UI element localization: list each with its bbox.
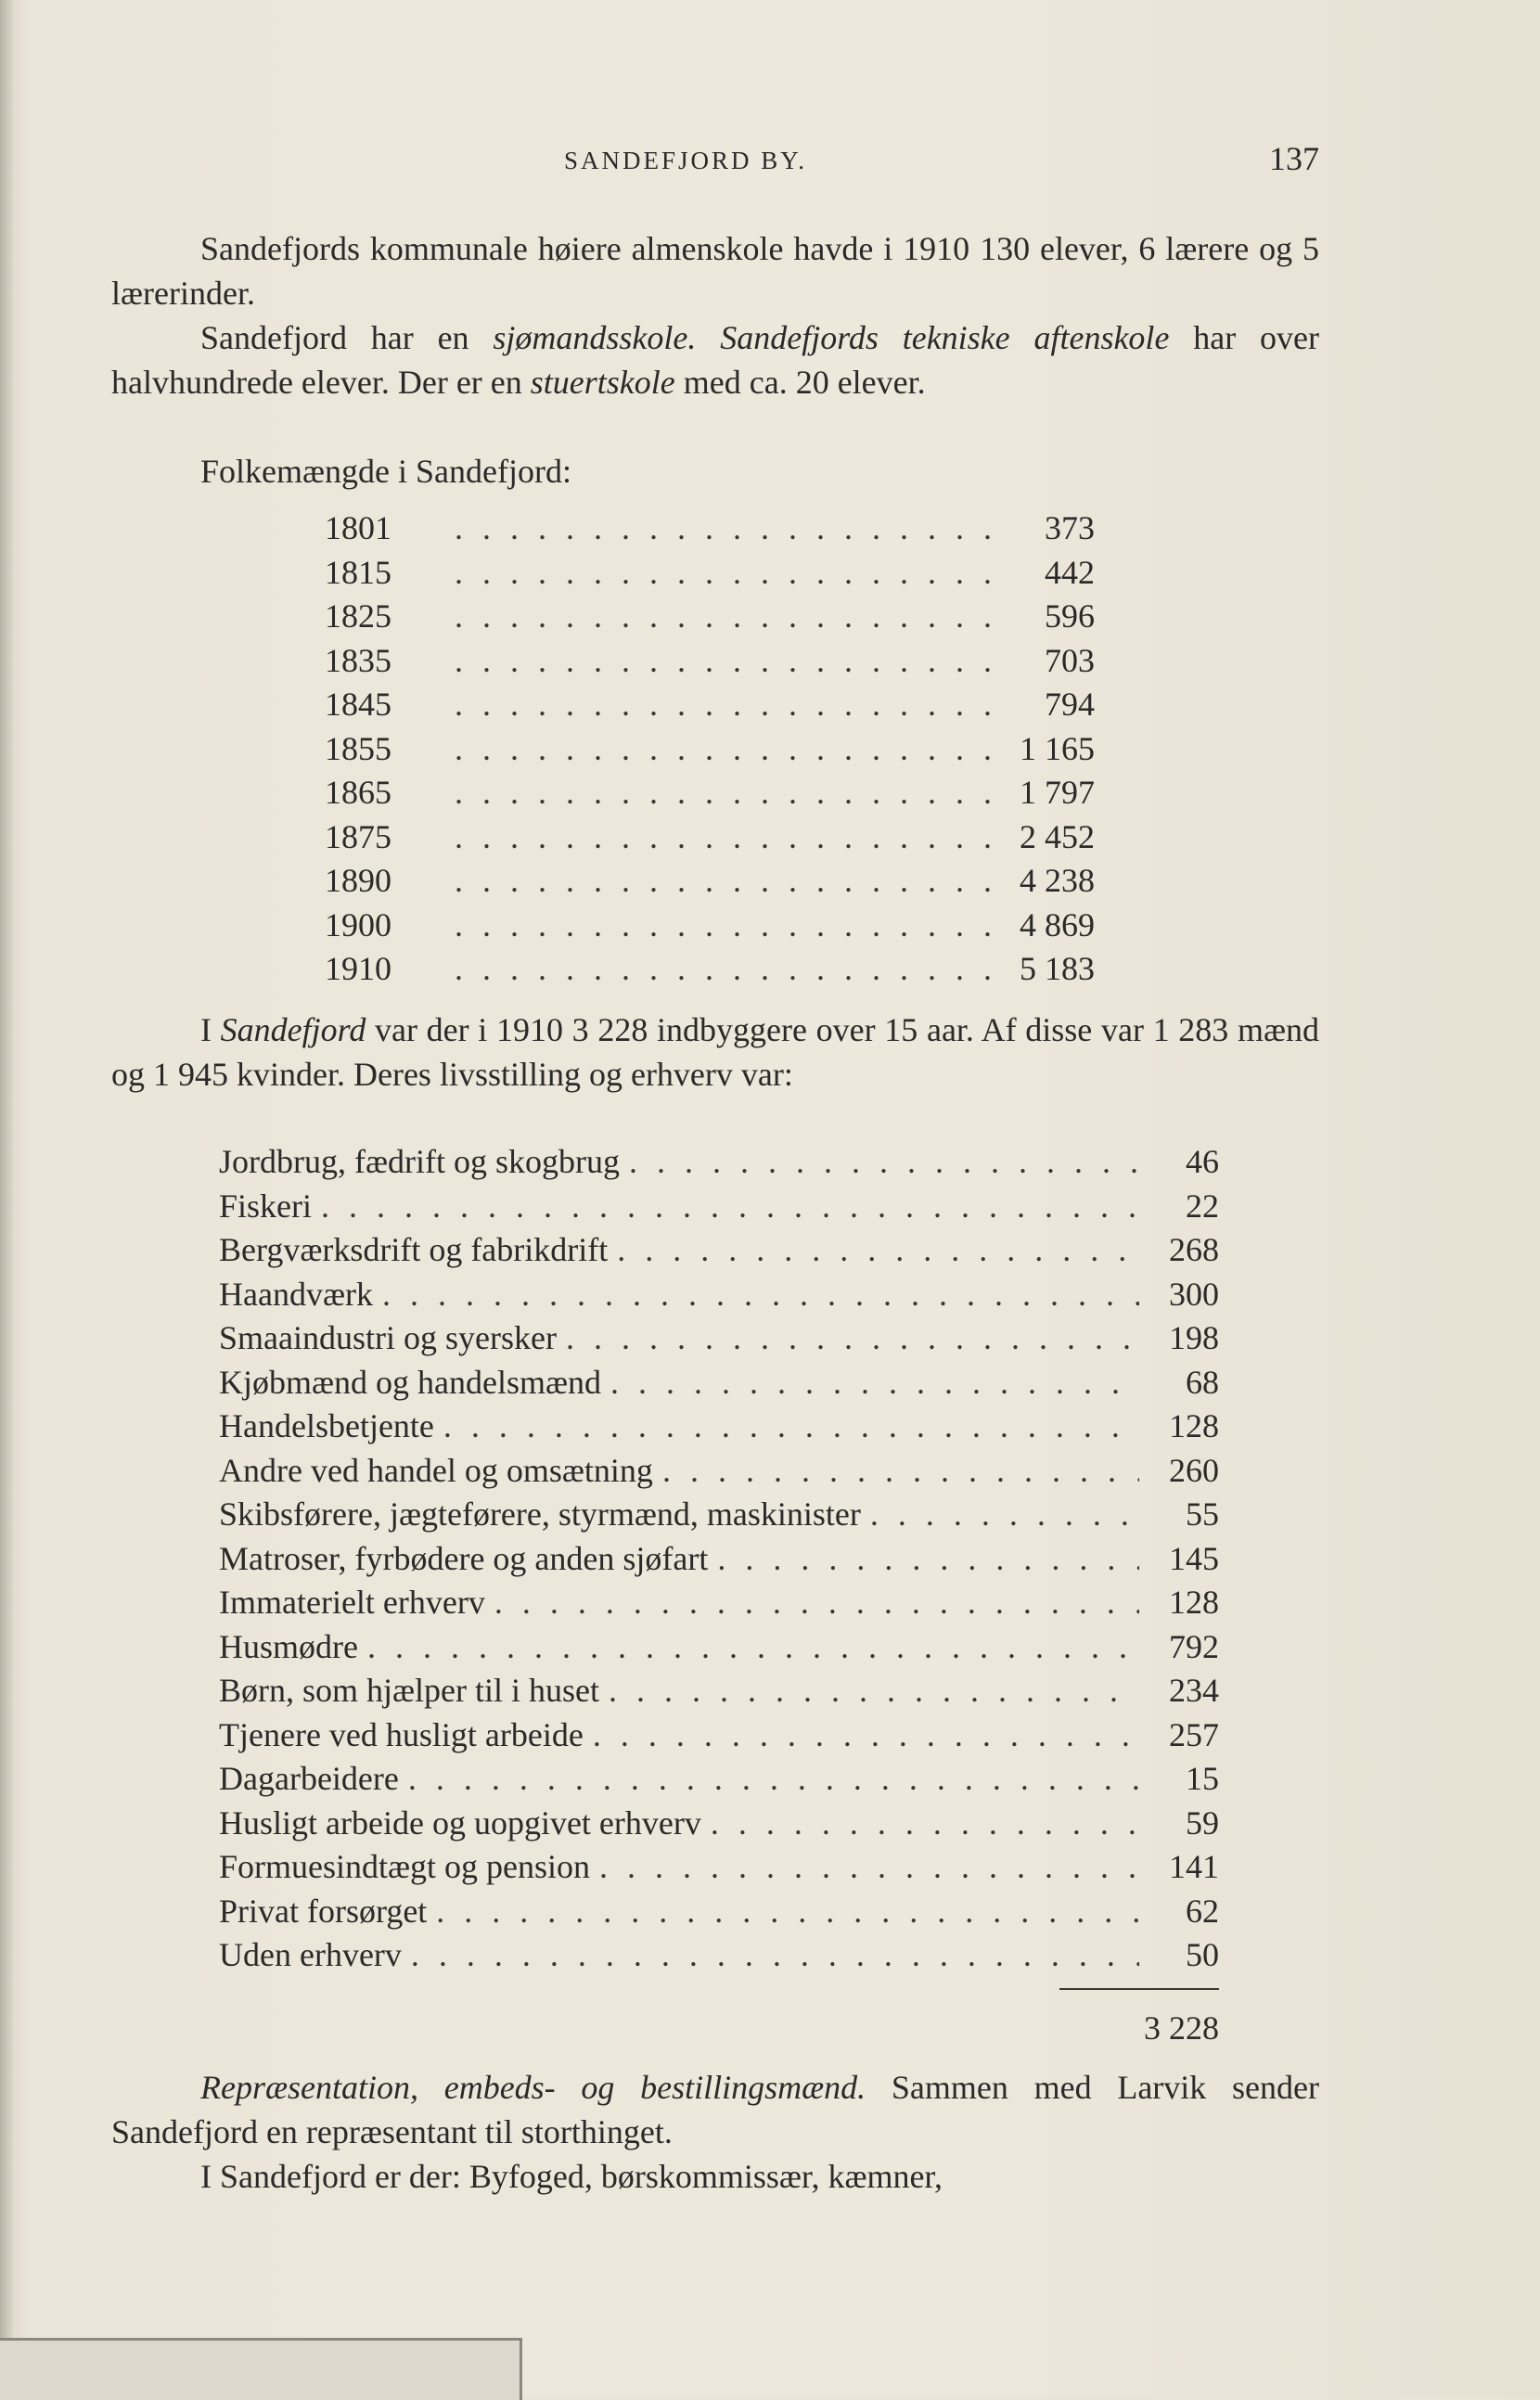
sum-total: 3 228 xyxy=(1144,2009,1219,2047)
population-count: 1 797 xyxy=(1020,774,1095,811)
population-year: 1910 xyxy=(325,950,391,987)
leader-dots xyxy=(599,1845,1139,1890)
population-row xyxy=(325,904,1095,948)
population-year: 1900 xyxy=(325,905,391,943)
occupation-label: Matroser, fyrbødere og anden sjøfart xyxy=(219,1539,709,1577)
leader-dots xyxy=(566,1316,1139,1361)
population-year: 1845 xyxy=(325,686,391,723)
leader-dots xyxy=(455,771,993,815)
population-year: 1801 xyxy=(325,509,391,546)
scan-bottom-edge xyxy=(0,2338,522,2400)
text: Sammen med Larvik sender Sandefjord en repræsentant til storthinget. xyxy=(111,2069,1319,2150)
running-head: SANDEFJORD BY. xyxy=(564,147,808,174)
population-row xyxy=(325,507,1095,551)
population-row xyxy=(325,683,1095,727)
population-row xyxy=(325,595,1095,639)
occupation-row xyxy=(219,1185,1219,1229)
text-italic: Sandefjord xyxy=(220,1011,366,1048)
occupation-label: Bergværksdrift og fabrikdrift xyxy=(219,1231,609,1268)
leader-dots xyxy=(367,1625,1139,1670)
occupation-label: Skibsførere, jægteførere, styrmænd, maskinister xyxy=(219,1495,861,1533)
occupation-count: 128 xyxy=(1169,1407,1219,1444)
leader-dots xyxy=(662,1449,1139,1494)
occupation-count: 46 xyxy=(1186,1143,1219,1180)
occupation-row xyxy=(219,1757,1219,1802)
leader-dots xyxy=(609,1669,1139,1713)
occupation-row xyxy=(219,1316,1219,1361)
leader-dots xyxy=(455,727,993,772)
occupation-count: 15 xyxy=(1186,1760,1219,1797)
population-count: 4 869 xyxy=(1020,905,1095,943)
occupation-label: Børn, som hjælper til i huset xyxy=(219,1672,599,1709)
occupation-row xyxy=(219,1140,1219,1185)
leader-dots xyxy=(629,1140,1139,1185)
paragraph-officials: I Sandefjord er der: Byfoged, børskommissær, kæmner, xyxy=(200,2158,943,2195)
leader-dots xyxy=(455,815,993,860)
population-year: 1875 xyxy=(325,817,391,855)
leader-dots xyxy=(455,859,993,904)
occupation-row xyxy=(219,1933,1219,1978)
occupation-row xyxy=(219,1845,1219,1890)
text: har over halvhundrede elever. Der er en xyxy=(111,319,1320,401)
occupation-count: 268 xyxy=(1169,1231,1219,1268)
population-count: 1 165 xyxy=(1020,729,1095,767)
occupation-row xyxy=(219,1493,1219,1537)
occupation-label: Formuesindtægt og pension xyxy=(219,1848,591,1885)
population-count: 703 xyxy=(1045,641,1095,679)
occupation-count: 22 xyxy=(1186,1187,1219,1225)
occupation-row xyxy=(219,1273,1219,1317)
population-year: 1835 xyxy=(325,641,391,679)
leader-dots xyxy=(610,1361,1139,1405)
population-table xyxy=(325,507,1095,992)
population-row xyxy=(325,727,1095,772)
occupation-count: 300 xyxy=(1169,1275,1219,1313)
population-count: 4 238 xyxy=(1020,862,1095,899)
occupation-count: 141 xyxy=(1169,1848,1219,1885)
leader-dots xyxy=(717,1537,1139,1582)
text-italic: sjømandsskole. xyxy=(493,319,697,356)
occupation-count: 198 xyxy=(1169,1319,1219,1356)
occupation-label: Handelsbetjente xyxy=(219,1407,434,1444)
text: I xyxy=(200,1011,221,1048)
scan-left-edge xyxy=(0,0,13,2397)
text: var der i 1910 3 228 indbyggere over 15 aar. Af disse var 1 283 mænd og 1 945 kvinder. Deres livsstilling og erhverv var: xyxy=(111,1011,1319,1093)
page-header xyxy=(111,139,1319,186)
occupation-label: Haandværk xyxy=(219,1275,373,1313)
occupation-row xyxy=(219,1802,1219,1846)
leader-dots xyxy=(593,1713,1139,1758)
leader-dots xyxy=(455,683,993,727)
population-count: 794 xyxy=(1045,686,1095,723)
occupation-count: 68 xyxy=(1186,1363,1219,1401)
occupation-label: Jordbrug, fædrift og skogbrug xyxy=(219,1143,620,1180)
leader-dots xyxy=(443,1405,1139,1449)
occupation-row xyxy=(219,1228,1219,1273)
population-year: 1825 xyxy=(325,597,391,635)
population-year: 1890 xyxy=(325,862,391,899)
page-number: 137 xyxy=(1269,140,1319,177)
population-count: 373 xyxy=(1045,509,1095,546)
occupation-label: Immaterielt erhverv xyxy=(219,1584,485,1621)
leader-dots xyxy=(617,1228,1139,1273)
occupation-label: Uden erhverv xyxy=(219,1936,402,1973)
leader-dots xyxy=(321,1185,1139,1229)
occupation-row xyxy=(219,1625,1219,1670)
population-year: 1855 xyxy=(325,729,391,767)
leader-dots xyxy=(455,904,993,948)
occupation-row xyxy=(219,1405,1219,1449)
occupation-label: Andre ved handel og omsætning xyxy=(219,1451,653,1489)
leader-dots xyxy=(455,595,993,639)
population-count: 2 452 xyxy=(1020,817,1095,855)
occupation-table xyxy=(219,1140,1219,1978)
population-row xyxy=(325,639,1095,684)
leader-dots xyxy=(382,1273,1139,1317)
population-count: 5 183 xyxy=(1020,950,1095,987)
occupation-count: 145 xyxy=(1169,1539,1219,1577)
leader-dots xyxy=(870,1493,1139,1537)
occupation-row xyxy=(219,1890,1219,1934)
occupation-count: 59 xyxy=(1186,1803,1219,1842)
leader-dots xyxy=(411,1933,1139,1978)
population-row xyxy=(325,859,1095,904)
leader-dots xyxy=(408,1757,1139,1802)
occupation-row xyxy=(219,1713,1219,1758)
population-row xyxy=(325,947,1095,992)
text xyxy=(696,319,720,356)
occupation-label: Privat forsørget xyxy=(219,1892,428,1930)
leader-dots xyxy=(711,1802,1139,1846)
paragraph-inhabitants xyxy=(111,1007,1319,1097)
leader-dots xyxy=(455,551,993,596)
occupation-row xyxy=(219,1361,1219,1405)
text: med ca. 20 elever. xyxy=(674,364,926,401)
occupation-row xyxy=(219,1581,1219,1625)
occupation-label: Husligt arbeide og uopgivet erhverv xyxy=(219,1803,701,1842)
occupation-row xyxy=(219,1669,1219,1713)
paragraph-representation xyxy=(111,2065,1319,2154)
population-row xyxy=(325,551,1095,596)
occupation-label: Husmødre xyxy=(219,1627,358,1665)
occupation-count: 50 xyxy=(1186,1936,1219,1973)
paragraph-population-heading: Folkemængde i Sandefjord: xyxy=(200,453,571,490)
text-italic: stuertskole xyxy=(530,364,675,401)
population-count: 596 xyxy=(1045,597,1095,635)
text: Sandefjord har en xyxy=(200,319,494,356)
leader-dots xyxy=(436,1890,1139,1934)
occupation-count: 260 xyxy=(1169,1451,1219,1489)
population-year: 1865 xyxy=(325,774,391,811)
leader-dots xyxy=(455,639,993,684)
leader-dots xyxy=(494,1581,1139,1625)
occupation-label: Tjenere ved husligt arbeide xyxy=(219,1715,584,1753)
occupation-count: 128 xyxy=(1169,1584,1219,1621)
occupation-label: Kjøbmænd og handelsmænd xyxy=(219,1363,601,1401)
occupation-label: Dagarbeidere xyxy=(219,1760,399,1797)
sum-rule xyxy=(1059,1988,1219,1990)
occupation-label: Smaaindustri og syersker xyxy=(219,1319,557,1356)
paragraph-schools-other xyxy=(111,315,1319,404)
text-italic: Repræsentation, embeds- og bestillingsmænd. xyxy=(200,2069,866,2106)
leader-dots xyxy=(455,507,993,551)
occupation-count: 55 xyxy=(1186,1495,1219,1533)
paragraph-school: Sandefjords kommunale høiere almenskole havde i 1910 130 elever, 6 lærere og 5 lærerinder. xyxy=(111,230,1319,312)
occupation-row xyxy=(219,1537,1219,1582)
population-row xyxy=(325,771,1095,815)
occupation-count: 62 xyxy=(1186,1892,1219,1930)
population-year: 1815 xyxy=(325,553,391,591)
population-row xyxy=(325,815,1095,860)
population-count: 442 xyxy=(1045,553,1095,591)
occupation-label: Fiskeri xyxy=(219,1187,313,1225)
leader-dots xyxy=(455,947,993,992)
occupation-count: 792 xyxy=(1169,1627,1219,1665)
text-italic: Sandefjords tekniske aftenskole xyxy=(720,319,1170,356)
occupation-count: 234 xyxy=(1169,1672,1219,1709)
occupation-row xyxy=(219,1449,1219,1494)
occupation-count: 257 xyxy=(1169,1715,1219,1753)
